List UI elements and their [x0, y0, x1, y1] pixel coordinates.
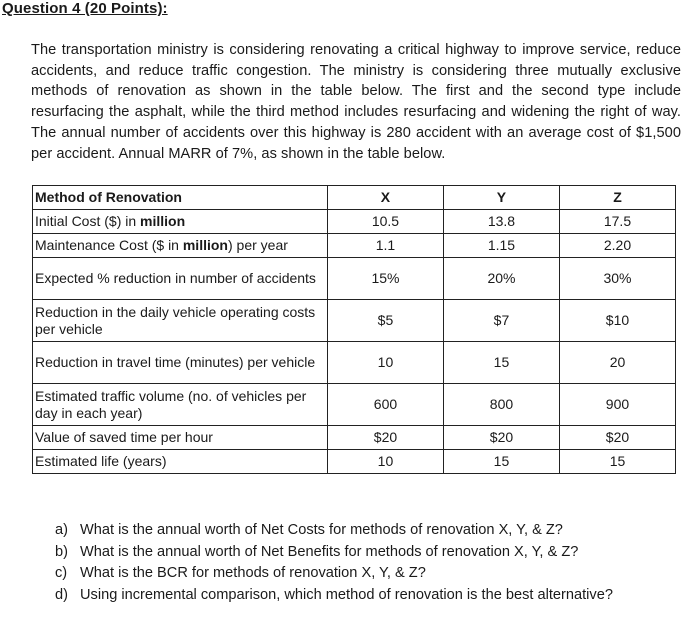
cell-z: $10 [559, 300, 675, 342]
question-marker: c) [55, 565, 68, 581]
cell-y: 20% [443, 258, 559, 300]
cell-y: 13.8 [443, 210, 559, 234]
problem-statement: The transportation ministry is considering renovating a critical highway to improve service, reduce accidents, and reduce traffic congestion. The ministry is considering three mutually exclusive methods of renovation as shown in the table below. The first and the second type include resurfacing the asphalt, while the third method includes resurfacing and widening the right of way. The annual number of accidents over this highway is 280 accident with an average cost of $1,500 per accident. Annual MARR of 7%, as shown in the table below. [31, 42, 681, 162]
table-row-initial-cost [33, 210, 676, 234]
label-bold: million [182, 237, 228, 253]
cell-x: 10 [327, 342, 443, 384]
question-marker: b) [55, 543, 68, 560]
question-heading: Question 4 (20 Points): [2, 0, 168, 17]
cell-z: 20 [559, 342, 675, 384]
question-item-b [55, 542, 613, 564]
table-row-travel-time-reduction [33, 342, 676, 384]
header-x: X [327, 186, 443, 210]
question-list [55, 520, 613, 606]
cell-x: 10.5 [327, 210, 443, 234]
row-label: Estimated traffic volume (no. of vehicles per day in each year) [33, 384, 328, 426]
row-label: Value of saved time per hour [33, 426, 328, 450]
question-text: What is the annual worth of Net Costs for methods of renovation X, Y, & Z? [80, 522, 563, 538]
row-label: Expected % reduction in number of accidents [33, 258, 328, 300]
table-row-operating-cost-reduction [33, 300, 676, 342]
cell-x: $5 [327, 300, 443, 342]
cell-y: $7 [443, 300, 559, 342]
cell-y: 15 [443, 342, 559, 384]
table-row-estimated-life [33, 450, 676, 474]
question-item-c [55, 563, 613, 585]
cell-z: 15 [559, 450, 675, 474]
label-text: Maintenance Cost ($ in [35, 237, 183, 253]
cell-z: 2.20 [559, 234, 675, 258]
row-label [33, 210, 328, 234]
cell-z: 30% [559, 258, 675, 300]
header-method: Method of Renovation [33, 186, 328, 210]
question-marker: d) [55, 586, 68, 603]
renovation-methods-table [32, 185, 676, 474]
table-row-traffic-volume [33, 384, 676, 426]
cell-z: 17.5 [559, 210, 675, 234]
table-header-row [33, 186, 676, 210]
label-bold: million [140, 213, 186, 229]
table-row-maintenance-cost [33, 234, 676, 258]
label-text-end: ) per year [227, 237, 288, 253]
cell-y: $20 [443, 426, 559, 450]
question-item-d [55, 585, 613, 607]
cell-x: 600 [327, 384, 443, 426]
header-z: Z [559, 186, 675, 210]
cell-y: 1.15 [443, 234, 559, 258]
cell-y: 800 [443, 384, 559, 426]
cell-x: 1.1 [327, 234, 443, 258]
cell-y: 15 [443, 450, 559, 474]
cell-x: 15% [327, 258, 443, 300]
table-row-time-value [33, 426, 676, 450]
table-row-accident-reduction [33, 258, 676, 300]
row-label: Reduction in travel time (minutes) per vehicle [33, 342, 328, 384]
question-text: Using incremental comparison, which method of renovation is the best alternative? [80, 586, 613, 603]
row-label: Reduction in the daily vehicle operating costs per vehicle [33, 300, 328, 342]
cell-x: 10 [327, 450, 443, 474]
label-text: Initial Cost ($) in [35, 213, 141, 229]
cell-z: 900 [559, 384, 675, 426]
cell-x: $20 [327, 426, 443, 450]
question-item-a [55, 520, 613, 542]
question-text: What is the annual worth of Net Benefits for methods of renovation X, Y, & Z? [80, 543, 579, 560]
question-text: What is the BCR for methods of renovation X, Y, & Z? [80, 565, 426, 581]
row-label: Estimated life (years) [33, 450, 328, 474]
row-label [33, 234, 328, 258]
header-y: Y [443, 186, 559, 210]
question-marker: a) [55, 522, 68, 538]
cell-z: $20 [559, 426, 675, 450]
